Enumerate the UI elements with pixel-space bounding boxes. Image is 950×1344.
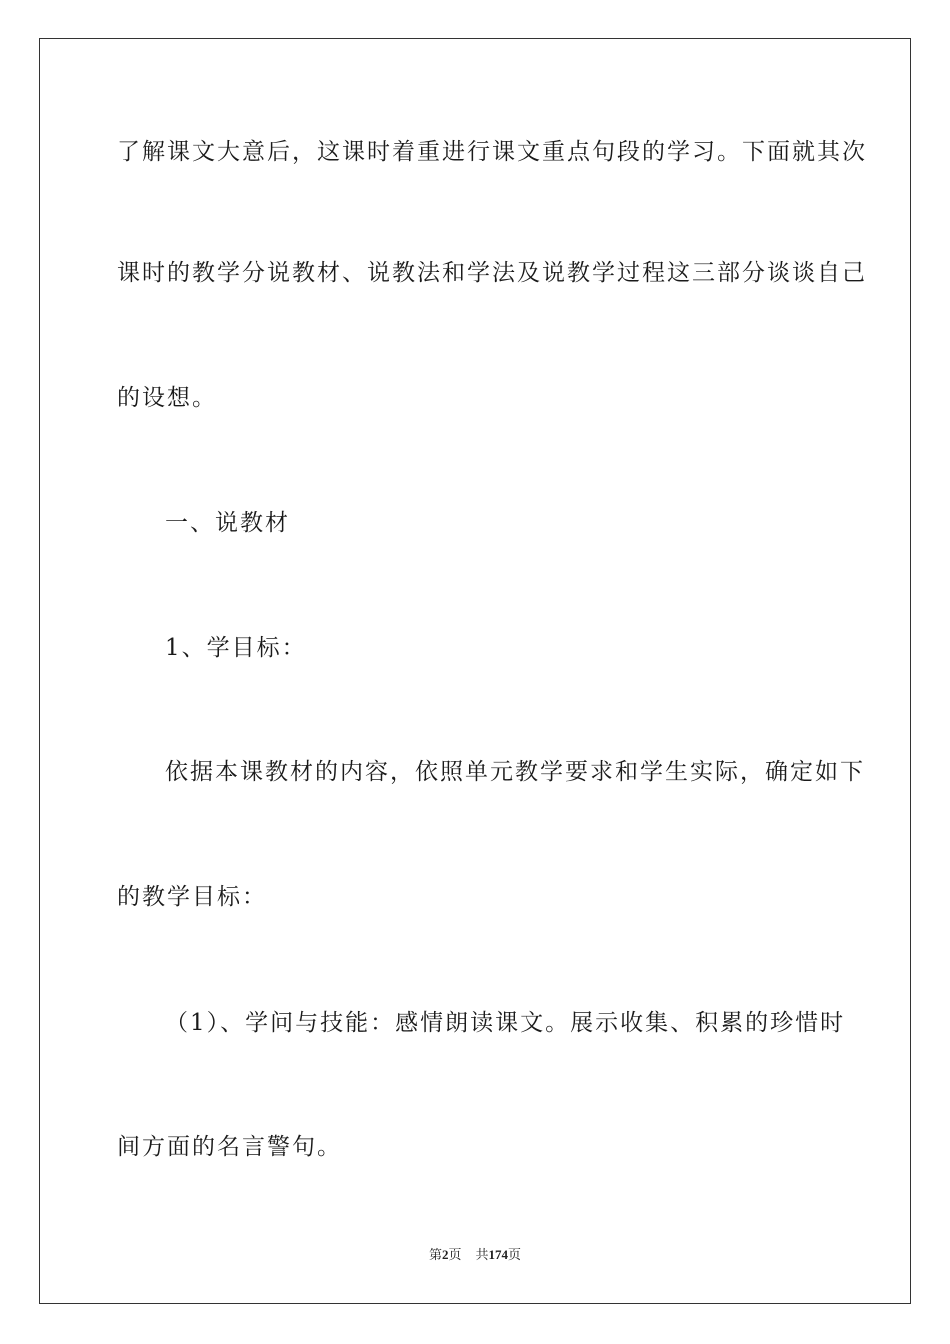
total-prefix: 共 <box>475 1247 489 1262</box>
section-heading: 一、说教材 <box>165 510 290 536</box>
page-prefix: 第 <box>428 1247 442 1262</box>
page-suffix: 页 <box>448 1247 462 1262</box>
subsection-heading: 1、学目标： <box>165 635 307 661</box>
body-line-3: 的设想。 <box>117 385 217 411</box>
total-pages: 174 <box>488 1247 509 1262</box>
body-line-2: 课时的教学分说教材、说教法和学法及说教学过程这三部分谈谈自己 <box>117 260 867 286</box>
body-line-6: 依据本课教材的内容，依照单元教学要求和学生实际，确定如下 <box>165 759 865 785</box>
body-line-9: 间方面的名言警句。 <box>117 1134 342 1160</box>
total-suffix: 页 <box>508 1247 522 1262</box>
body-line-8: （1）、学问与技能：感情朗读课文。展示收集、积累的珍惜时 <box>165 1010 846 1036</box>
page-number: 2 <box>441 1247 449 1262</box>
page-footer <box>0 1246 950 1264</box>
page-border <box>39 38 911 1304</box>
body-line-1: 了解课文大意后，这课时着重进行课文重点句段的学习。下面就其次 <box>117 139 867 165</box>
body-line-7: 的教学目标： <box>117 884 267 910</box>
